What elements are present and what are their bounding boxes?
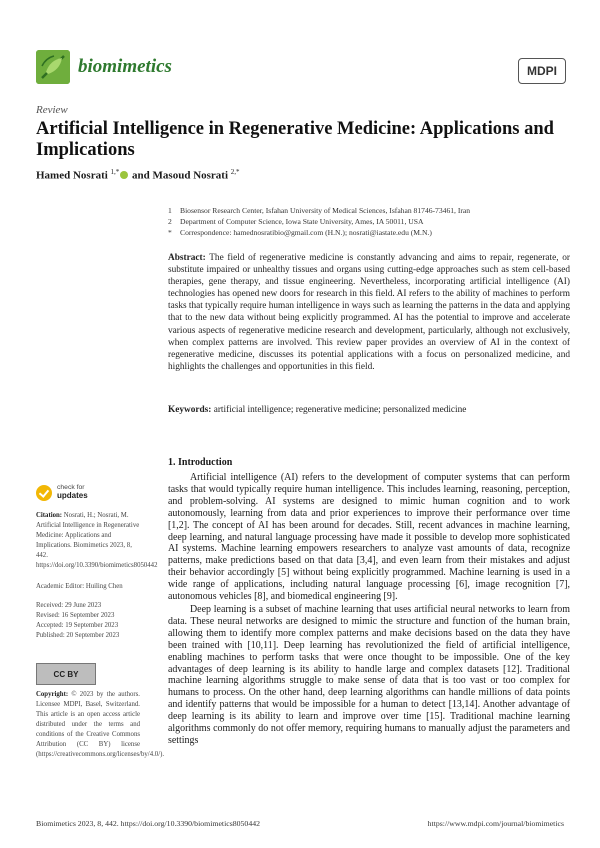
journal-logo (36, 50, 70, 84)
received-date: Received: 29 June 2023 (36, 602, 102, 609)
affiliation-item (168, 227, 568, 238)
copyright-block (36, 690, 165, 760)
cc-by-license-badge[interactable]: CC BY (36, 663, 96, 685)
paragraph: Deep learning is a subset of machine learning that uses artificial neural networks to learn from data. These neural networks are designed to mimic the structure and function of the human brain, allowing them to identify more complex patterns and make decisions based on the data they have been trained with [10,11]. Deep learning has revolutionized the field of artificial intelligence, enabling machines to perform tasks that were once thought to be impossible. One of the key advantages of deep learning is its ability to handle large and complex datasets [12]. Traditional machine learning algorithms struggle to make sense of data that is too vast or too complex for humans to process. On the other hand, deep learning algorithms can handle millions of data points and identify patterns that would be impossible for a human to detect [13,14]. Another advantage of deep learning is its ability to learn and improve over time [15]. Traditional machine learning algorithms commonly do not offer memory, requiring humans to manually adjust the parameters and settings (168, 603, 570, 746)
citation-label: Citation: (36, 512, 63, 519)
check-updates-line2: updates (57, 491, 88, 500)
footer-journal-url[interactable]: https://www.mdpi.com/journal/biomimetics (427, 819, 564, 828)
keywords-text: artificial intelligence; regenerative medicine; personalized medicine (211, 405, 467, 415)
publication-dates (36, 601, 140, 641)
copyright-text: © 2023 by the authors. Licensee MDPI, Basel, Switzerland. This article is an open access article distributed under the terms and conditions of the Creative Commons Attribution (CC BY) license (https://creativecommons.org/licenses/by/4.0/). (36, 691, 165, 758)
journal-name[interactable]: biomimetics (78, 56, 172, 77)
affiliation-mark: 1 (168, 206, 172, 215)
article-title: Artificial Intelligence in Regenerative Medicine: Applications and Implications (36, 119, 554, 160)
leaf-logo-icon (36, 50, 70, 84)
correspondence-text[interactable]: Correspondence: hamednosratibio@gmail.com (H.N.); nosrati@iastate.edu (M.N.) (180, 228, 432, 237)
footer-citation[interactable]: Biomimetics 2023, 8, 442. https://doi.org/10.3390/biomimetics8050442 (36, 819, 261, 828)
check-for-updates-button[interactable] (36, 484, 88, 501)
abstract-text: The field of regenerative medicine is constantly advancing and aims to repair, regenerate, or substitute impaired or unhealthy tissues and organs using cutting-edge approaches such as stem cell-based therapies, gene therapy, and tissue engineering. Nevertheless, incorporating artificial intelligence (AI) technologies has opened new doors for research in this field. AI refers to the ability of machines to perform tasks that typically require human intelligence in ways such as learning the patterns in the data and applying that to the new data without being explicitly programmed. AI has the potential to improve and accelerate various aspects of regenerative medicine research and development, particularly, although not exclusively, when complex patterns are involved. This review paper provides an overview of AI in the context of regenerative medicine, discusses its potential applications with a focus on personalized medicine, and highlights the challenges and opportunities in this field. (168, 253, 570, 372)
abstract (168, 252, 570, 373)
author-name[interactable]: Masoud Nosrati (152, 169, 229, 182)
keywords (168, 404, 570, 416)
keywords-label: Keywords: (168, 405, 212, 415)
affiliation-mark: 2 (168, 217, 172, 226)
author-line (36, 168, 240, 182)
affiliation-text: Biosensor Research Center, Isfahan University of Medical Sciences, Isfahan 81746-73461, Iran (180, 206, 471, 215)
citation-block (36, 511, 158, 571)
check-updates-line1: check for (57, 484, 85, 491)
section-heading: 1. Introduction (168, 457, 233, 468)
author-name[interactable]: Hamed Nosrati (36, 169, 108, 182)
author-superscript: 1,* (110, 168, 120, 176)
affiliation-mark: * (168, 228, 172, 237)
accepted-date: Accepted: 19 September 2023 (36, 622, 119, 629)
affiliation-text: Department of Computer Science, Iowa State University, Ames, IA 50011, USA (180, 217, 424, 226)
affiliations (168, 205, 568, 238)
published-date: Published: 20 September 2023 (36, 632, 120, 639)
abstract-label: Abstract: (168, 253, 206, 263)
orcid-icon[interactable] (120, 171, 128, 179)
citation-text[interactable]: Nosrati, H.; Nosrati, M. Artificial Intelligence in Regenerative Medicine: Applications and Implications. Biomimetics 2023, 8, 442. https://doi.org/10.3390/biomimetics8050442 (36, 512, 158, 569)
author-connector: and (129, 169, 153, 182)
publisher-logo[interactable]: MDPI (518, 58, 566, 84)
paragraph: Artificial intelligence (AI) refers to the development of computer systems that can perform tasks that would typically require human intelligence. This includes learning, reasoning, perception, and problem-solving. AI systems are designed to mimic human cognition and to work autonomously, learning from data and prior experiences to improve their performance over time [1,2]. The concept of AI has been around for decades. Still, recent advances in machine learning, deep learning, and natural language processing have made it possible to develop more sophisticated AI systems. Machine learning empowers researchers to analyze vast amounts of data, recognize patterns, make predictions based on that data [3,4], and even learn from their mistakes and adjust their behavior accordingly [5] without being explicitly programmed. Machine learning is used in a wide range of applications, including natural language processing [6], image recognition [7], autonomous vehicles [8], and biomedical engineering [9]. (168, 472, 570, 603)
check-updates-icon (36, 485, 52, 501)
revised-date: Revised: 16 September 2023 (36, 612, 115, 619)
academic-editor: Academic Editor: Huiling Chen (36, 583, 123, 590)
body-text (168, 472, 570, 747)
copyright-label: Copyright: (36, 691, 69, 698)
affiliation-item (168, 216, 568, 227)
article-type: Review (36, 104, 68, 116)
author-superscript: 2,* (230, 168, 240, 176)
affiliation-item (168, 205, 568, 216)
